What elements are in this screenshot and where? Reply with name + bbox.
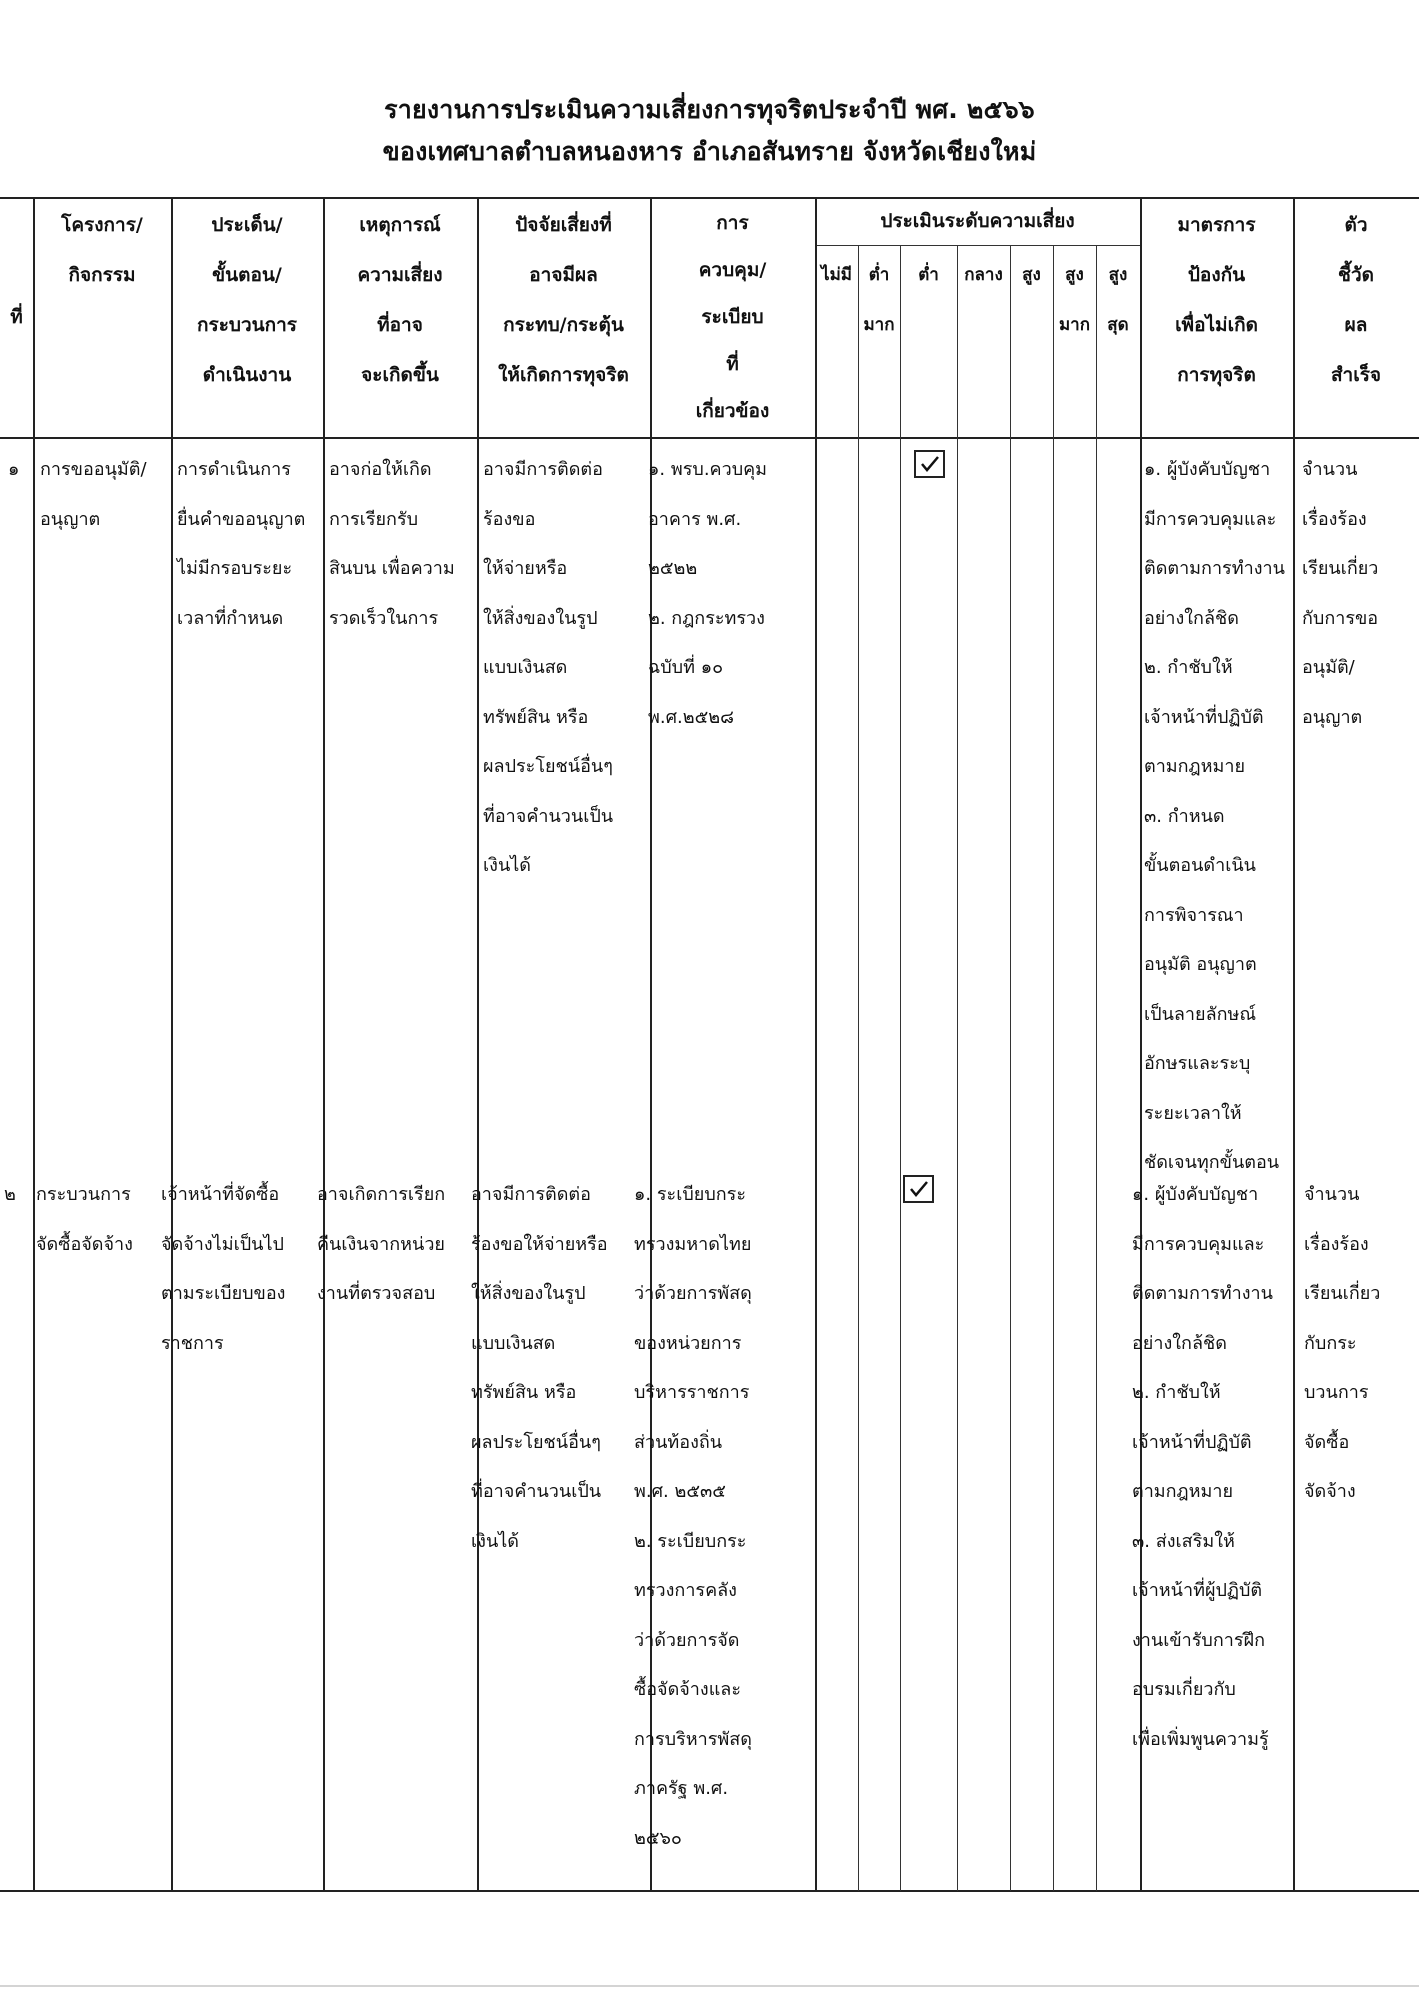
- header-risk-group: ประเมินระดับความเสี่ยง: [880, 210, 1075, 232]
- scan-edge: [0, 1985, 1419, 1987]
- header-indicator: ตัว ชี้วัด ผล สำเร็จ: [1330, 214, 1382, 386]
- header-project: โครงการ/ กิจกรรม: [61, 214, 143, 286]
- row-control: ๑. พรบ.ควบคุม อาคาร พ.ศ. ๒๕๒๒ ๒. กฎกระทรวง ฉบับที่ ๑๐ พ.ศ.๒๕๒๘: [648, 459, 768, 728]
- risk-col-rule: [957, 245, 958, 1891]
- header-risk-high: สูง: [1022, 265, 1041, 285]
- header-risk-very-high: สูง มาก: [1058, 265, 1091, 335]
- header-control: การ ควบคุม/ ระเบียบ ที่ เกี่ยวข้อง: [695, 212, 770, 422]
- report-subtitle: ของเทศบาลตำบลหนองหาร อำเภอสันทราย จังหวัดเชียงใหม่: [382, 137, 1037, 166]
- table-top-rule: [0, 197, 1419, 199]
- header-risk-low: ต่ำ: [918, 265, 939, 285]
- checkmark-box-icon: [914, 450, 945, 478]
- header-risk-highest: สูง สุด: [1107, 265, 1129, 335]
- row-factor: อาจมีการติดต่อ ร้องขอ ให้จ่ายหรือ ให้สิ่งของในรูป แบบเงินสด ทรัพย์สิน หรือ ผลประโยชน์อื่นๆ ที่อาจคำนวนเป็น เงินได้: [483, 459, 614, 876]
- col-rule: [323, 197, 325, 1891]
- report-title: รายงานการประเมินความเสี่ยงการทุจริตประจำปี พศ. ๒๕๖๖: [384, 95, 1035, 124]
- row-factor: อาจมีการติดต่อ ร้องขอให้จ่ายหรือ ให้สิ่งของในรูป แบบเงินสด ทรัพย์สิน หรือ ผลประโยชน์อื่นๆ ที่อาจคำนวนเป็น เงินได้: [471, 1184, 608, 1552]
- col-rule: [171, 197, 173, 1891]
- header-factor: ปัจจัยเสี่ยงที่ อาจมีผล กระทบ/กระตุ้น ให้เกิดการทุจริต: [498, 214, 629, 386]
- col-rule: [815, 197, 817, 1891]
- header-bottom-rule: [0, 437, 1419, 439]
- row-indicator: จำนวน เรื่องร้อง เรียนเกี่ยว กับการขอ อนุมัติ/ อนุญาต: [1302, 459, 1379, 728]
- row-project: กระบวนการ จัดซื้อจัดจ้าง: [36, 1184, 133, 1255]
- header-risk-medium: กลาง: [964, 265, 1003, 285]
- col-rule: [1293, 197, 1295, 1891]
- row-issue: เจ้าหน้าที่จัดซื้อ จัดจ้างไม่เป็นไป ตามระเบียบของ ราชการ: [161, 1184, 286, 1354]
- row-issue: การดำเนินการ ยื่นคำขออนุญาต ไม่มีกรอบระยะ เวลาที่กำหนด: [177, 459, 306, 629]
- col-rule: [477, 197, 479, 1891]
- row-project: การขออนุมัติ/ อนุญาต: [40, 459, 147, 530]
- row-indicator: จำนวน เรื่องร้อง เรียนเกี่ยว กับกระ บวนการ จัดซื้อ จัดจ้าง: [1304, 1184, 1381, 1502]
- row-measures: ๑. ผู้บังคับบัญชา มีการควบคุมและ ติดตามการทำงาน อย่างใกล้ชิด ๒. กำชับให้ เจ้าหน้าที่ปฏิบัติ ตามกฎหมาย ๓. ส่งเสริมให้ เจ้าหน้าที่ผู้ปฏิบัติ งานเข้ารับการฝึก อบรมเกี่ยวกับ เพื่อเพิ่มพูนความรู้: [1132, 1184, 1273, 1750]
- col-rule: [33, 197, 35, 1891]
- header-event: เหตุการณ์ ความเสี่ยง ที่อาจ จะเกิดขึ้น: [357, 214, 443, 386]
- risk-col-rule: [858, 245, 859, 1891]
- row-no: ๒: [4, 1184, 16, 1205]
- header-issue: ประเด็น/ ขั้นตอน/ กระบวนการ ดำเนินงาน: [196, 214, 297, 386]
- checkmark-box-icon: [903, 1175, 934, 1203]
- header-risk-none: ไม่มี: [821, 265, 852, 285]
- risk-col-rule: [900, 245, 901, 1891]
- row-control: ๑. ระเบียบกระ ทรวงมหาดไทย ว่าด้วยการพัสดุ ของหน่วยการ บริหารราชการ ส่วนท้องถิ่น พ.ศ. ๒๕๓๕ ๒. ระเบียบกระ ทรวงการคลัง ว่าด้วยการจัด ซื้อจัดจ้างและ การบริหารพัสดุ ภาครัฐ พ.ศ. ๒๕๖๐: [634, 1184, 752, 1849]
- header-risk-very-low: ต่ำ มาก: [863, 265, 895, 335]
- risk-col-rule: [1053, 245, 1054, 1891]
- risk-group-rule: [815, 245, 1140, 246]
- risk-col-rule: [1010, 245, 1011, 1891]
- row-no: ๑: [8, 459, 20, 480]
- row-event: อาจก่อให้เกิด การเรียกรับ สินบน เพื่อความ รวดเร็วในการ: [329, 459, 455, 629]
- row-measures: ๑. ผู้บังคับบัญชา มีการควบคุมและ ติดตามการทำงาน อย่างใกล้ชิด ๒. กำชับให้ เจ้าหน้าที่ปฏิบัติ ตามกฎหมาย ๓. กำหนด ขั้นตอนดำเนิน การพิจารณา อนุมัติ อนุญาต เป็นลายลักษณ์ อักษรและระบุ ระยะเวลาให้ ชัดเจนทุกขั้นตอน: [1144, 459, 1285, 1173]
- header-measures: มาตรการ ป้องกัน เพื่อไม่เกิด การทุจริต: [1175, 214, 1258, 386]
- header-no: ที่: [10, 306, 23, 328]
- row-event: อาจเกิดการเรียก คืนเงินจากหน่วย งานที่ตรวจสอบ: [317, 1184, 446, 1304]
- table-bottom-rule: [0, 1890, 1419, 1892]
- risk-col-rule: [1096, 245, 1097, 1891]
